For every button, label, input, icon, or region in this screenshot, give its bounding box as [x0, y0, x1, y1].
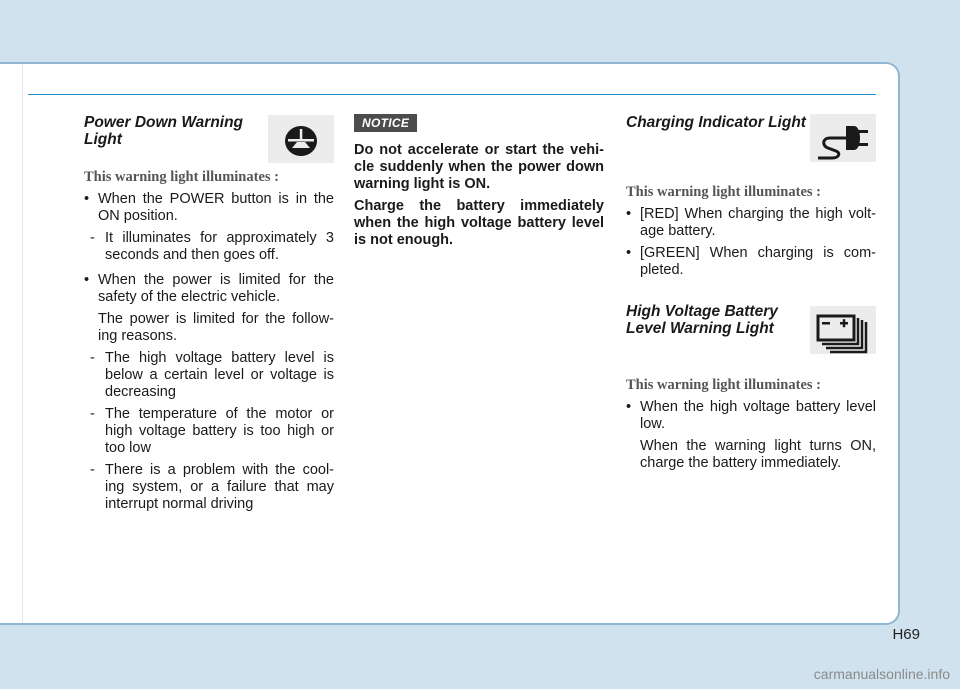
notice-paragraph-1: Do not accelerate or start the vehi- cle suddenly when the power down warning light is ON. [354, 142, 604, 192]
notice-badge: NOTICE [354, 114, 417, 132]
manual-page [0, 62, 900, 625]
section-title-battery: High Voltage Battery Level Warning Light [626, 303, 778, 337]
sub-bullet-temperature: - The temperature of the motor or high voltage battery is too high or too low [84, 406, 334, 457]
bullet-power-button: • When the POWER button is in the ON position. [84, 191, 334, 225]
bullet-green-completed: • [GREEN] When charging is com- pleted. [626, 245, 876, 279]
page-number: H69 [892, 626, 920, 643]
watermark-text: carmanualsonline.info [813, 666, 950, 682]
para-following-reasons: The power is limited for the follow- ing reasons. [98, 311, 334, 344]
sub-bullet-battery-level: - The high voltage battery level is below a certain level or voltage is decreasing [84, 350, 334, 401]
section-title-charging: Charging Indicator Light [626, 114, 806, 131]
notice-paragraph-2: Charge the battery immediately when the high voltage battery level is not enough. [354, 198, 604, 248]
sub-bullet-3-seconds: - It illuminates for approximately 3 seconds and then goes off. [84, 230, 334, 264]
plug-icon [810, 114, 876, 162]
sub-bullet-cooling: - There is a problem with the cool- ing system, or a failure that may interrupt normal driving [84, 462, 334, 513]
subhead-illuminates: This warning light illuminates : [84, 169, 279, 185]
turtle-icon [268, 115, 334, 163]
bullet-red-charging: • [RED] When charging the high volt- age battery. [626, 206, 876, 240]
subhead-charging-illuminates: This warning light illuminates : [626, 184, 821, 200]
battery-icon [810, 306, 876, 354]
bullet-power-limited: • When the power is limited for the safety of the electric vehicle. [84, 272, 334, 306]
margin-rule [22, 64, 23, 623]
para-charge-immediately: When the warning light turns ON, charge the battery immediately. [640, 438, 876, 471]
column-notice [354, 114, 604, 249]
subhead-battery-illuminates: This warning light illuminates : [626, 377, 821, 393]
section-title-power-down: Power Down Warning Light [84, 114, 244, 148]
column-power-down [84, 114, 334, 513]
bullet-battery-low: • When the high voltage battery level low. [626, 399, 876, 433]
column-charging [626, 114, 876, 472]
header-rule [28, 94, 876, 95]
